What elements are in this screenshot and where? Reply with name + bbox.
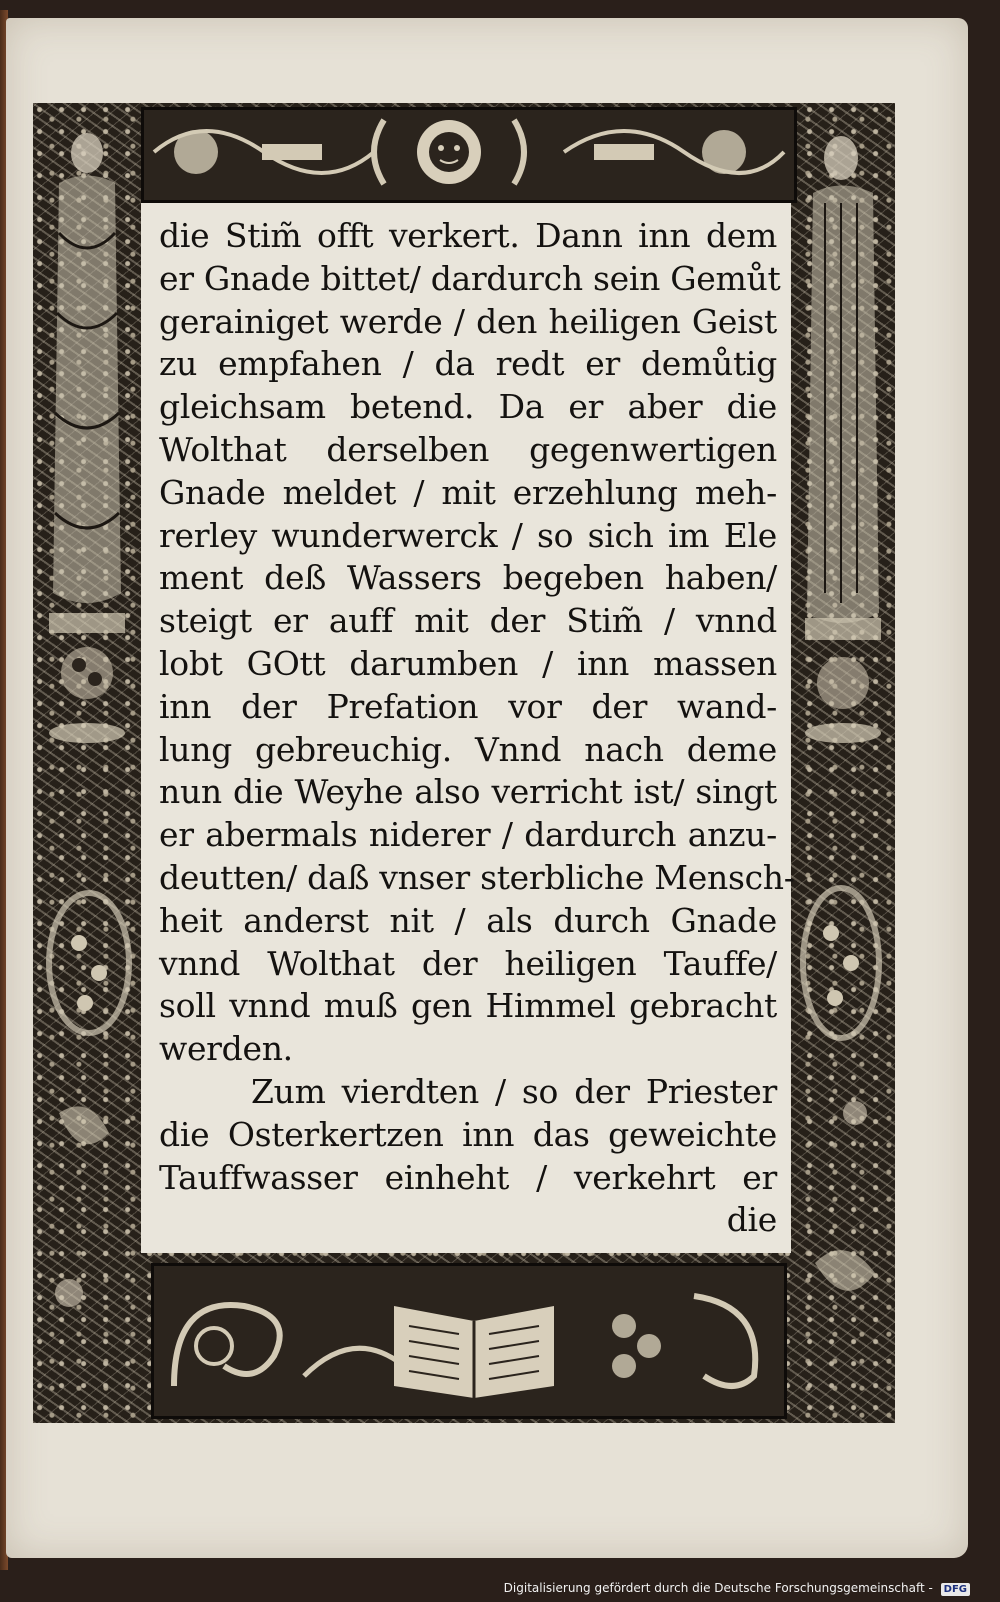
text-line: vnnd Wolthat der heiligen Tauffe/ [159, 943, 777, 983]
text-line: deutten/ daß vnser sterbliche Mensch- [159, 857, 795, 897]
text-line: die Osterkertzen inn das geweichte [159, 1114, 777, 1154]
woodcut-border [33, 103, 895, 1423]
left-figure-illustration [39, 113, 135, 1403]
text-line: gleichsam betend. Da er aber die [159, 387, 777, 427]
text-line: inn der Prefation vor der wand- [159, 686, 777, 726]
catchword: die [726, 1200, 777, 1240]
footer-credit [504, 1581, 970, 1596]
open-book-icon [154, 1266, 784, 1410]
text-line: nun die Weyhe also verricht ist/ singt [159, 772, 777, 812]
text-line: er abermals niderer / dardurch anzu- [159, 815, 777, 855]
text-line: Wolthat derselben gegenwertigen [159, 429, 777, 469]
bottom-ornament-panel [151, 1263, 787, 1419]
body-text [159, 215, 795, 1242]
text-line: heit anderst nit / als durch Gnade [159, 900, 777, 940]
text-line: rerley wunderwerck / so sich im Ele [159, 515, 777, 555]
sun-face-icon [144, 110, 794, 194]
text-line: lung gebreuchig. Vnnd nach deme [159, 729, 777, 769]
text-line: Zum vierdten / so der Priester [251, 1071, 777, 1111]
text-line: Tauffwasser einheht / verkehrt er [159, 1157, 777, 1197]
right-figure-illustration [795, 113, 891, 1403]
footer-text: Digitalisierung gefördert durch die Deutsche Forschungsgemeinschaft - [503, 1581, 933, 1595]
top-ornament-panel [141, 107, 797, 203]
text-line: steigt er auff mit der Stim̃ / vnnd [159, 601, 777, 641]
book-page [6, 18, 968, 1558]
text-line: ment deß Wassers begeben haben/ [159, 558, 777, 598]
dfg-logo: DFG [941, 1583, 970, 1596]
text-block [141, 203, 795, 1253]
text-line: die Stim̃ offt verkert. Dann inn dem [159, 216, 777, 255]
text-line: werden. [159, 1029, 293, 1069]
text-line: zu empfahen / da redt er demůtig [159, 344, 777, 384]
text-line: er Gnade bittet/ dardurch sein Gemůt [159, 258, 781, 298]
text-line: lobt GOtt darumben / inn massen [159, 643, 777, 683]
text-line: Gnade meldet / mit erzehlung meh- [159, 472, 777, 512]
text-line: soll vnnd muß gen Himmel gebracht [159, 986, 777, 1026]
text-line: gerainiget werde / den heiligen Geist [159, 301, 777, 341]
